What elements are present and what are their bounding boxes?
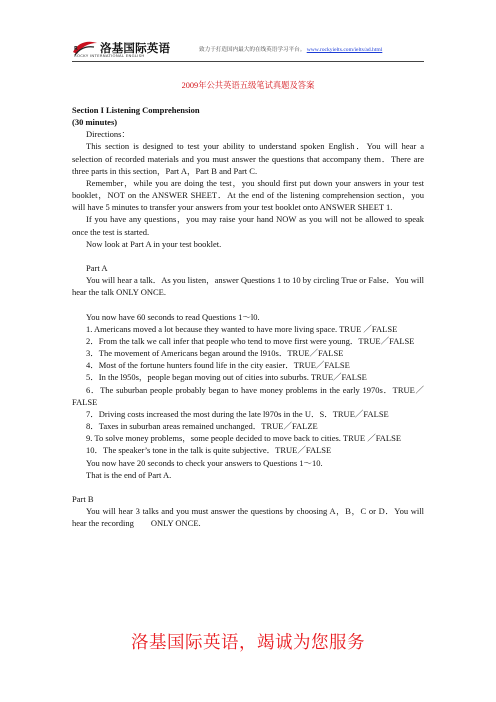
question-item: 8．Taxes in suburban areas remained unchanged．TRUE／FALZE (86, 421, 318, 432)
question-item: 2．From the talk we call infer that people who tend to move first were young．TRUE／FALSE (86, 335, 415, 346)
part-a-intro: You will hear a talk．As you listen，answer Questions 1 to 10 by circling True or False．You will hear the talk ONLY ONCE. (72, 275, 424, 298)
directions-label: Directions： (86, 129, 130, 140)
logo-subtitle: ROCKY INTERNATIONAL ENGLISH (74, 53, 145, 58)
document-body (72, 104, 427, 529)
logo-text: 洛基国际英语 (100, 41, 171, 55)
section-heading: Section I Listening Comprehension (72, 105, 200, 115)
part-b-heading: Part B (72, 493, 94, 504)
paragraph: Remember，while you are doing the test，you should first put down your answers in your test booklet，NOT on the ANSWER SHEET．At the end of the listening comprehension section，you will have 5 minutes to transfer your answers from your test booklet onto ANSWER SHEET 1. (72, 177, 424, 213)
spacer (72, 298, 424, 310)
check-time-note: You now have 20 seconds to check your answers to Questions 1～10. (86, 457, 323, 468)
part-a-heading: Part A (86, 263, 108, 274)
footer-banner: 洛基国际英语，竭诚为您服务 (131, 632, 365, 652)
paragraph: This section is designed to test your ability to understand spoken English．You will hear a selection of recorded materials and you must answer the questions that accompany them．There are three parts in this section，Part A，Part B and Part C. (72, 141, 424, 176)
question-item: 10．The speaker’s tone in the talk is quite subjective．TRUE／FALSE (86, 445, 332, 456)
part-a-end: That is the end of Part A. (86, 469, 172, 480)
part-b-intro: You will hear 3 talks and you must answer the questions by choosing A，B，C or D．You will hear the recording ONLY ONCE. (72, 506, 427, 529)
spacer (72, 481, 424, 493)
question-item: 6．The suburban people probably began to have money problems in the early 1970s．TRUE／FALSE (72, 384, 424, 407)
question-item: 5．In the l950s，people began moving out of cities into suburbs. TRUE／FALSE (86, 372, 367, 383)
page-title: 2009年公共英语五级笔试真题及答案 (181, 81, 315, 90)
header-divider (72, 61, 424, 62)
question-item: 9. To solve money problems，some people decided to move back to cities. TRUE ／FALSE (86, 433, 402, 444)
paragraph: Now look at Part A in your test booklet. (86, 238, 222, 249)
question-item: 1. Americans moved a lot because they wanted to have more living space. TRUE ／FALSE (86, 323, 398, 334)
reading-time-note: You now have 60 seconds to read Questions 1～l0. (86, 311, 260, 322)
page-header (72, 38, 424, 60)
slogan-text: 致力于打造国内最大的在线英语学习平台。 (199, 47, 306, 53)
svg-text:R: R (74, 46, 78, 52)
section-duration: (30 minutes) (72, 117, 118, 128)
header-slogan (199, 45, 382, 53)
paragraph: If you have any questions，you may raise your hand NOW as you will not be allowed to speak once the test is started. (72, 214, 424, 237)
header-link[interactable]: www.rockyielts.com/ielts/ad.html (306, 47, 383, 53)
question-item: 4．Most of the fortune hunters found life in the city easier．TRUE／FALSE (86, 360, 350, 371)
question-item: 7．Driving costs increased the most during the late l970s in the U．S．TRUE／FALSE (86, 408, 389, 419)
question-item: 3．The movement of Americans began around the l910s．TRUE／FALSE (86, 348, 344, 359)
spacer (72, 250, 424, 262)
